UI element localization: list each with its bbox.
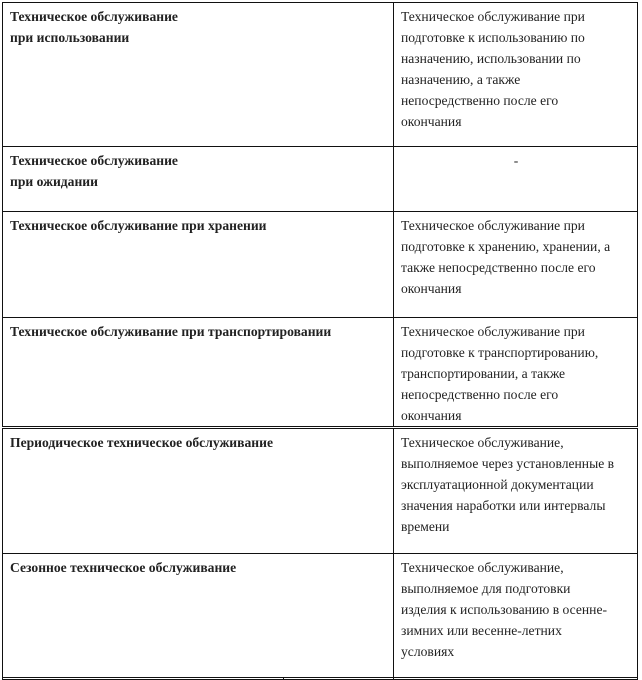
table-row	[3, 147, 638, 212]
term-cell: Техническое обслуживание при хранении	[3, 212, 394, 318]
term-cell: Сезонное техническое обслуживание	[3, 554, 394, 680]
table-row	[3, 212, 638, 318]
definition-cell: Техническое обслуживание, выполняемое через установленные в эксплуатационной документации значения наработки или интервалы времени	[394, 428, 638, 554]
table-row	[3, 428, 638, 554]
definition-cell: -	[394, 147, 638, 212]
next-table-top-border	[2, 677, 638, 678]
term-cell: Техническое обслуживание при ожидании	[3, 147, 394, 212]
term-cell: Техническое обслуживание при использовании	[3, 3, 394, 147]
table-row	[3, 554, 638, 680]
definition-cell: Техническое обслуживание при подготовке к использованию по назначению, использовании по назначению, а также непосредственно после его окончания	[394, 3, 638, 147]
definition-cell: Техническое обслуживание при подготовке к хранению, хранении, а также непосредственно после его окончания	[394, 212, 638, 318]
term-cell: Техническое обслуживание при транспортировании	[3, 318, 394, 428]
term-cell: Периодическое техническое обслуживание	[3, 428, 394, 554]
maintenance-types-table	[2, 2, 638, 680]
definition-cell: Техническое обслуживание, выполняемое для подготовки изделия к использованию в осенне- зимних или весенне-летних условиях	[394, 554, 638, 680]
definition-cell: Техническое обслуживание при подготовке к транспортированию, транспортировании, а также непосредственно после его окончания	[394, 318, 638, 428]
table-row	[3, 3, 638, 147]
table-row	[3, 318, 638, 428]
